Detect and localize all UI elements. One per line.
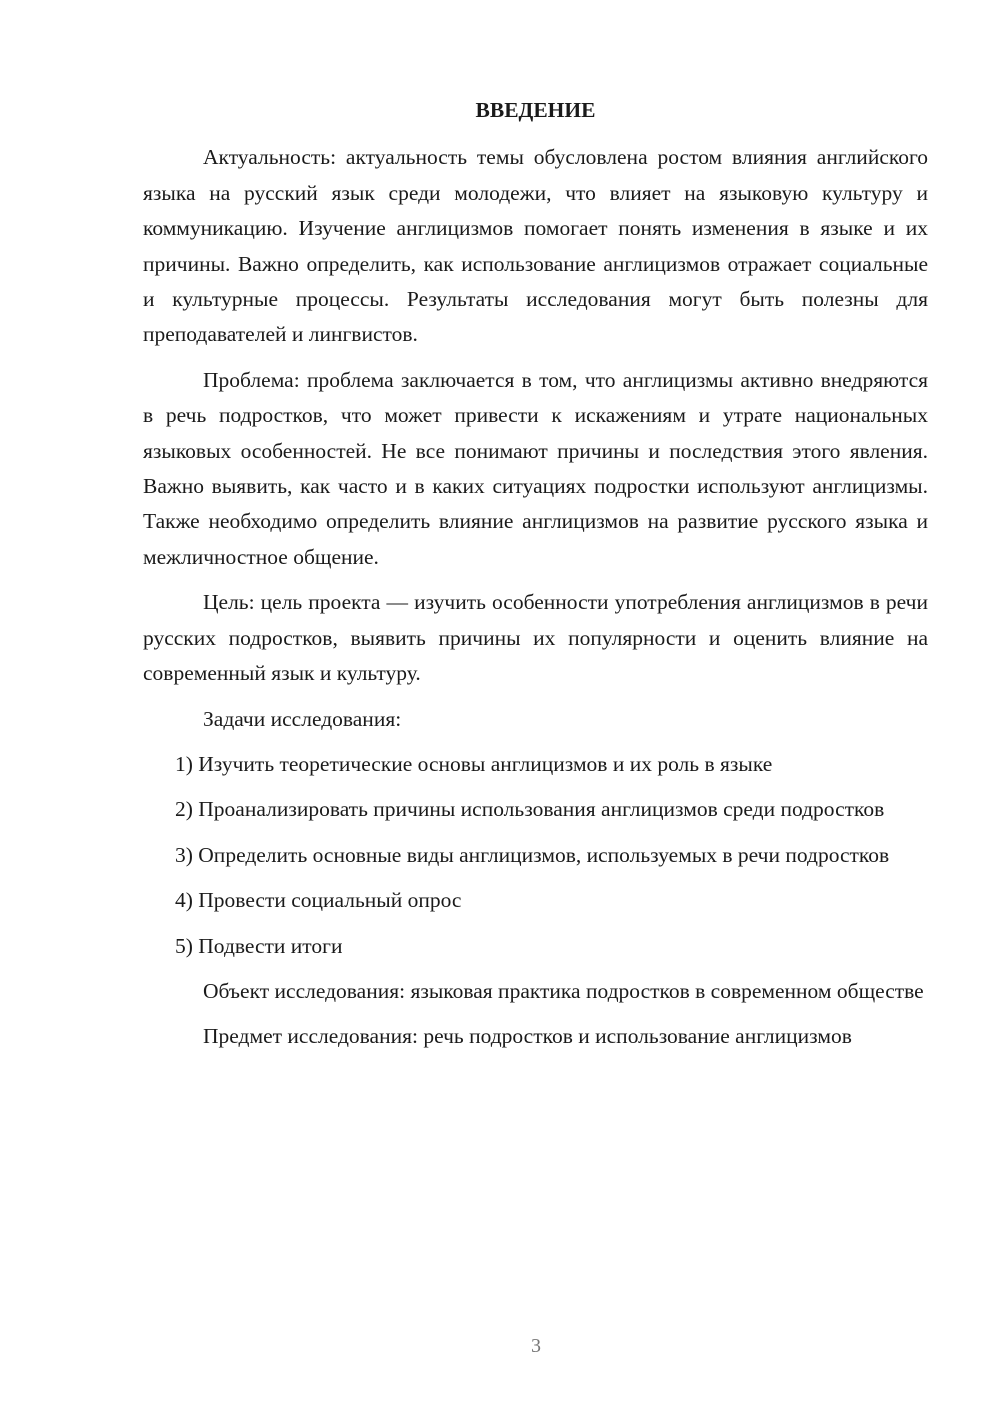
task-item: 5) Подвести итоги (175, 933, 343, 958)
problem-paragraph: Проблема: проблема заключается в том, что англицизмы активно внедряются в речь подростков, что может привести к искажениям и утрате национальных языковых особенностей. Не все понимают причины и последствия этого явления. Важно выявить, как часто и в каких ситуациях подростки используют англицизмы. Также необходимо определить влияние англицизмов на развитие русского языка и межличностное общение. (143, 367, 928, 569)
page-content (143, 93, 928, 1065)
tasks-list (143, 747, 928, 964)
relevance-paragraph: Актуальность: актуальность темы обусловлена ростом влияния английского языка на русский язык среди молодежи, что влияет на языковую культуру и коммуникацию. Изучение англицизмов помогает понять изменения в языке и их причины. Важно определить, как использование англицизмов отражает социальные и культурные процессы. Результаты исследования могут быть полезны для преподавателей и лингвистов. (143, 145, 928, 347)
research-subject-paragraph: Предмет исследования: речь подростков и использование англицизмов (203, 1024, 852, 1049)
task-item: 2) Проанализировать причины использования англицизмов среди подростков (175, 797, 885, 822)
task-item: 1) Изучить теоретические основы англицизмов и их роль в языке (175, 751, 773, 776)
research-object-paragraph: Объект исследования: языковая практика подростков в современном обществе (203, 978, 924, 1003)
page-number: 3 (531, 1335, 541, 1357)
goal-paragraph: Цель: цель проекта — изучить особенности употребления англицизмов в речи русских подростков, выявить причины их популярности и оценить влияние на современный язык и культуру. (143, 590, 928, 686)
task-item: 3) Определить основные виды англицизмов, используемых в речи подростков (175, 842, 890, 867)
task-item: 4) Провести социальный опрос (175, 888, 462, 913)
section-title: ВВЕДЕНИЕ (475, 98, 596, 122)
tasks-heading: Задачи исследования: (203, 706, 402, 731)
